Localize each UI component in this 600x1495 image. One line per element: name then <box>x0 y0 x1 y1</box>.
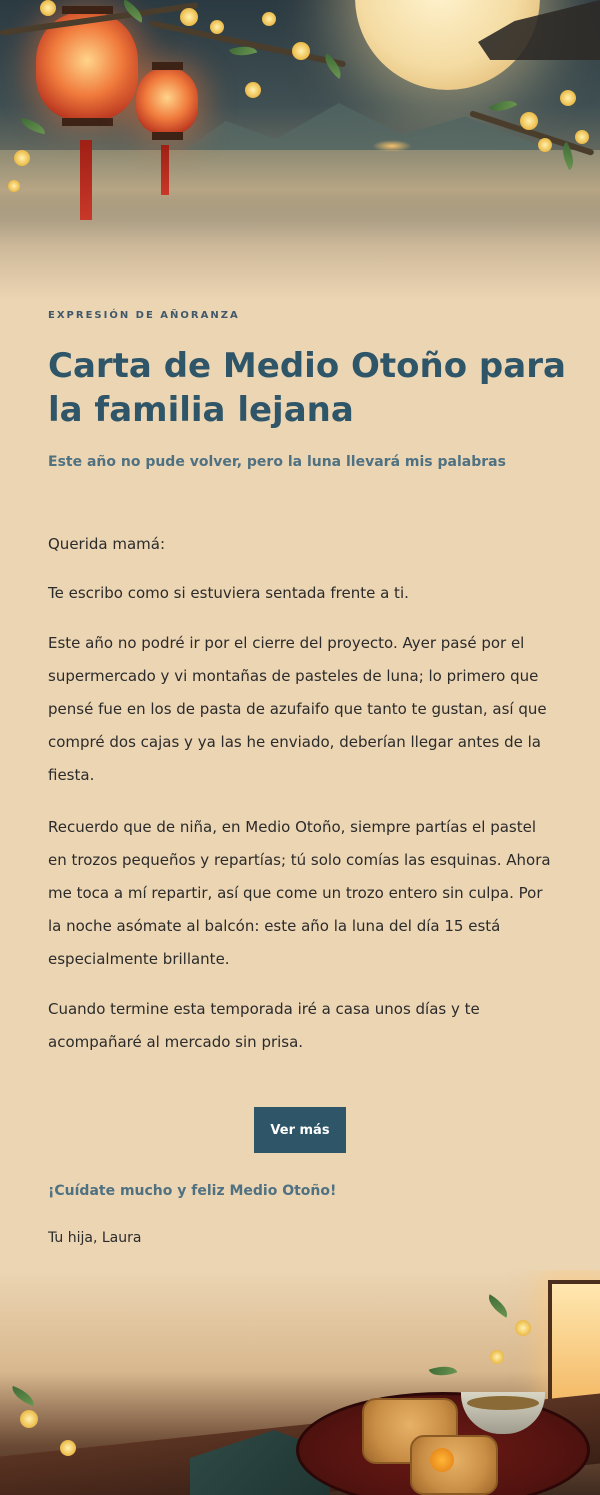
osmanthus-flower <box>575 130 589 144</box>
lantern-tassel <box>80 140 92 220</box>
footer-illustration <box>0 1270 600 1495</box>
paper-lamp <box>548 1280 600 1408</box>
letter-greeting: Querida mamá: <box>48 535 166 553</box>
red-lantern-small <box>136 68 198 134</box>
osmanthus-flower <box>538 138 552 152</box>
letter-paragraph: Te escribo como si estuviera sentada frente a ti. <box>48 584 409 602</box>
leaf <box>489 94 518 117</box>
mooncake-yolk <box>430 1448 454 1472</box>
osmanthus-flower <box>490 1350 504 1364</box>
letter-paragraph: Este año no podré ir por el cierre del proyecto. Ayer pasé por el supermercado y vi montañas de pasteles de luna; lo primero que pensé fue en los de pasta de azufaifo que tanto te gustan, así que compré dos cajas y ya las he enviado, deberían llegar antes de la fiesta. <box>48 634 547 784</box>
osmanthus-flower <box>292 42 310 60</box>
leaf <box>484 1294 513 1317</box>
osmanthus-flower <box>8 180 20 192</box>
osmanthus-flower <box>520 112 538 130</box>
leaf <box>429 1361 458 1381</box>
osmanthus-flower <box>515 1320 531 1336</box>
signature: Tu hija, Laura <box>48 1230 142 1246</box>
osmanthus-flower <box>60 1440 76 1456</box>
mooncake-cut <box>410 1435 498 1495</box>
leaf <box>9 1386 38 1406</box>
osmanthus-branch <box>149 20 346 67</box>
shore-lights <box>372 140 412 152</box>
osmanthus-flower <box>14 150 30 166</box>
osmanthus-flower <box>20 1410 38 1428</box>
osmanthus-flower <box>210 20 224 34</box>
hero-illustration <box>0 0 600 300</box>
page-title: Carta de Medio Otoño para la familia lejana <box>48 346 566 430</box>
leaf <box>19 118 47 134</box>
see-more-button[interactable]: Ver más <box>254 1107 346 1153</box>
osmanthus-flower <box>180 8 198 26</box>
eyebrow-label: EXPRESIÓN DE AÑORANZA <box>48 310 240 321</box>
page-subtitle: Este año no pude volver, pero la luna llevará mis palabras <box>48 454 506 470</box>
osmanthus-flower <box>245 82 261 98</box>
letter-paragraph: Cuando termine esta temporada iré a casa unos días y te acompañaré al mercado sin prisa. <box>48 1000 480 1051</box>
osmanthus-flower <box>560 90 576 106</box>
lantern-tassel <box>161 145 169 195</box>
letter-paragraph: Recuerdo que de niña, en Medio Otoño, siempre partías el pastel en trozos pequeños y repartías; tú solo comías las esquinas. Ahora me toca a mí repartir, así que come un trozo entero sin culpa. Por la noche asómate al balcón: este año la luna del día 15 está especialmente brillante. <box>48 818 551 968</box>
osmanthus-flower <box>262 12 276 26</box>
osmanthus-flower <box>40 0 56 16</box>
closing-greeting: ¡Cuídate mucho y feliz Medio Otoño! <box>48 1183 337 1199</box>
